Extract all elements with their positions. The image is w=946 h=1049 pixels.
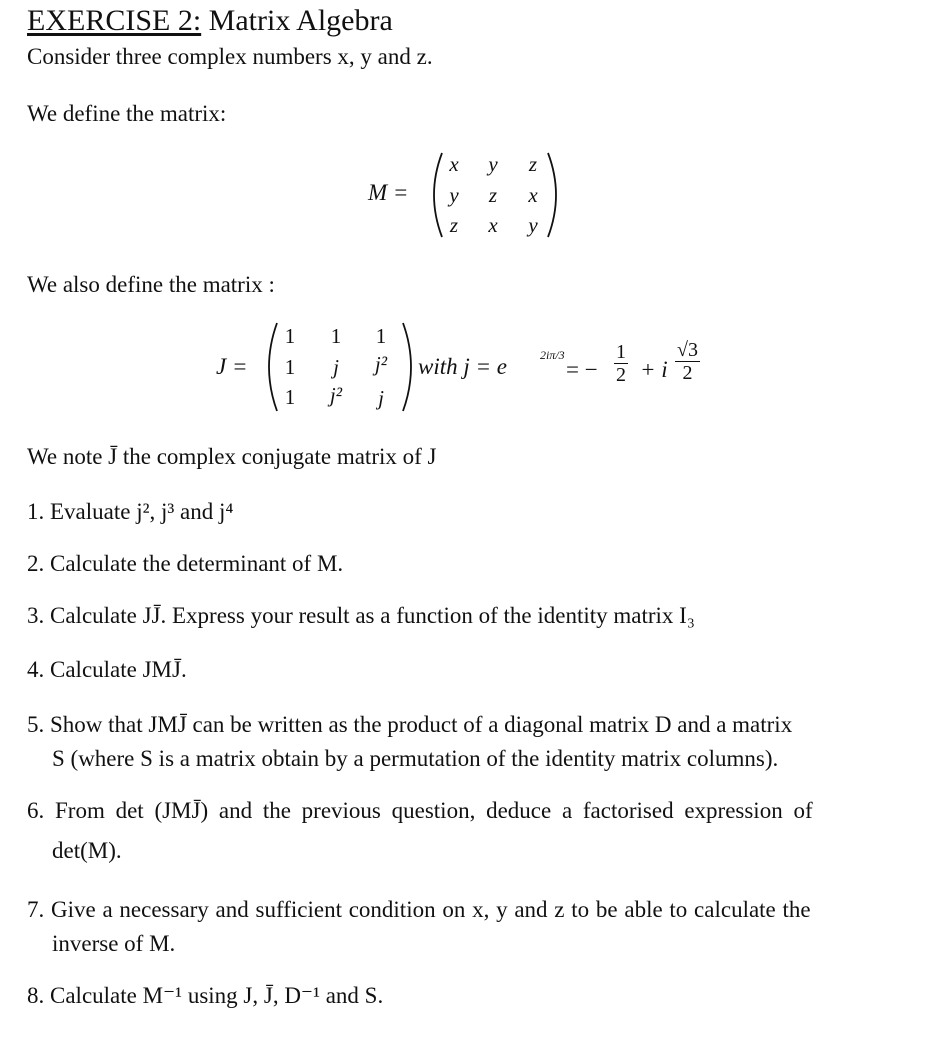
half-numerator: 1 <box>616 341 626 363</box>
sqrt3-denominator: 2 <box>682 362 693 384</box>
question-6-line-2: det(M). <box>52 838 122 863</box>
m-cell: z <box>528 152 538 176</box>
half-denominator: 2 <box>616 364 626 386</box>
with-text: with j = e <box>418 354 507 379</box>
question-2: 2. Calculate the determinant of M. <box>27 551 344 576</box>
fraction-half <box>614 342 628 386</box>
question-5-line-2: S (where S is a matrix obtain by a permutation of the identity matrix columns). <box>52 746 779 771</box>
m-cell: z <box>488 183 498 207</box>
exercise-label: EXERCISE 2: <box>27 4 202 37</box>
note-conjugate: We note J̄ the complex conjugate matrix of J <box>27 444 437 469</box>
matrix-m-label: M = <box>368 180 409 205</box>
j-cell: j² <box>374 352 388 376</box>
m-cell: y <box>488 152 498 176</box>
intro-line-2: We define the matrix: <box>27 101 227 126</box>
exponent: 2iπ/3 <box>540 348 565 362</box>
matrix-j-label: J = <box>216 354 248 379</box>
j-cell: 1 <box>375 324 387 348</box>
m-cell: z <box>449 213 459 237</box>
question-7-line-2: inverse of M. <box>52 931 176 956</box>
page-title <box>27 4 393 38</box>
question-5-line-1: 5. Show that JMJ̄ can be written as the product of a diagonal matrix D and a matrix <box>27 712 793 737</box>
j-cell: j <box>378 386 384 410</box>
j-cell: j² <box>329 383 343 407</box>
m-cell: x <box>449 152 459 176</box>
equals-minus: = − <box>566 357 598 382</box>
question-6-line-1: 6. From det (JMJ̄) and the previous question, deduce a factorised expression of <box>27 798 813 823</box>
m-cell: y <box>528 213 538 237</box>
question-7-line-1: 7. Give a necessary and sufficient condition on x, y and z to be able to calculate the <box>27 897 811 922</box>
question-1: 1. Evaluate j², j³ and j⁴ <box>27 499 234 524</box>
question-8: 8. Calculate M⁻¹ using J, J̄, D⁻¹ and S. <box>27 983 384 1008</box>
plus-i: + i <box>640 357 668 382</box>
m-cell: x <box>488 213 498 237</box>
matrix-j-intro: We also define the matrix : <box>27 272 275 297</box>
j-cell: 1 <box>284 355 296 379</box>
with-expression <box>418 354 507 380</box>
question-3: 3. Calculate JJ̄. Express your result as a function of the identity matrix I₃ <box>27 603 695 628</box>
intro-line-1: Consider three complex numbers x, y and z. <box>27 44 433 69</box>
fraction-sqrt3 <box>675 340 700 384</box>
m-cell: y <box>449 183 459 207</box>
j-cell: j <box>333 355 339 379</box>
question-4: 4. Calculate JMJ̄. <box>27 657 187 682</box>
j-cell: 1 <box>284 385 296 409</box>
exercise-topic: Matrix Algebra <box>201 4 393 37</box>
sqrt3-numerator: √3 <box>677 339 698 361</box>
j-cell: 1 <box>284 324 296 348</box>
j-cell: 1 <box>330 324 342 348</box>
m-cell: x <box>528 183 538 207</box>
